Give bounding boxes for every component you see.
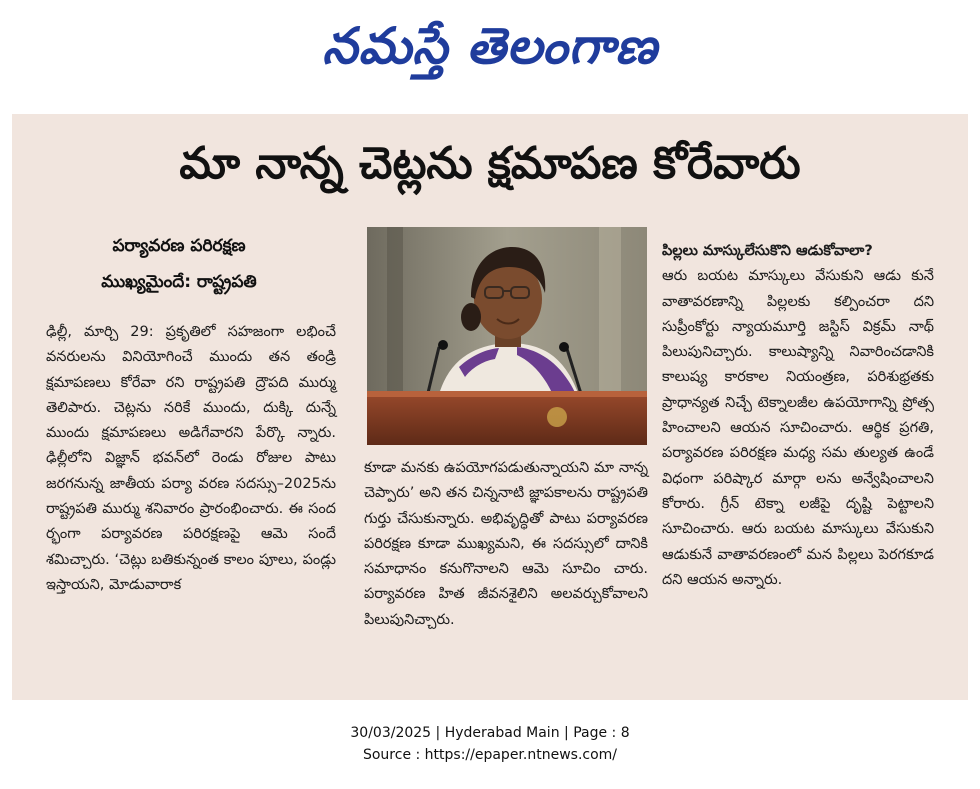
president-speaking-at-podium-icon xyxy=(367,227,647,445)
masthead xyxy=(0,8,980,84)
footer-source: Source : https://epaper.ntnews.com/ xyxy=(362,747,618,763)
article-column-3 xyxy=(662,239,934,593)
subhead-line-1: పర్యావరణ పరిరక్షణ xyxy=(112,236,246,256)
article-headline: మా నాన్న చెట్లను క్షమాపణ కోరేవారు xyxy=(179,138,801,189)
column-3-heading: పిల్లలు మాస్కులేసుకొని ఆడుకోవాలా? xyxy=(662,243,873,259)
article-column-2 xyxy=(364,456,648,633)
masthead-title: నమస్తే తెలంగాణ xyxy=(322,17,658,75)
footer-date-edition: 30/03/2025 | Hyderabad Main | Page : 8 xyxy=(350,725,630,741)
column-1-text: ఢిల్లీ, మార్చి 29: ప్రకృతిలో సహజంగా లభించే వనరులను వినియోగించే ముందు తన తండ్రి క్షమాపణలు కోరేవా రని రాష్ట్రపతి ద్రౌపది ముర్ము తెలిపారు. చెట్లను నరికే ముందు, దుక్కి దున్నే ముందు క్షమాపణలు అడిగేవారని పేర్కొ న్నారు. ఢిల్లీలోని విజ్ఞాన్ భవన్‌లో రెండు రోజుల పాటు జరగనున్న జాతీయ పర్యా వరణ సదస్సు–2025ను రాష్ట్రపతి ముర్ము శనివారం ప్రారంభించారు. ఈ సంద ర్భంగా పర్యావరణ పరిరక్షణపై ఆమె సందే శమిచ్చారు. ‘చెట్లు బతికున్నంత కాలం పూలు, పండ్లు ఇస్తాయని, మోడువారాక xyxy=(46,324,336,593)
column-2-text: కూడా మనకు ఉపయోగపడుతున్నాయని మా నాన్న చెప్పారు’ అని తన చిన్ననాటి జ్ఞాపకాలను రాష్ట్రపతి గుర్తు చేసుకున్నారు. అభివృద్ధితో పాటు పర్యావరణ పరిరక్షణ కూడా ముఖ్యమని, ఈ సదస్సులో దానికి సమాధానం కనుగొనాలని ఆమె సూచిం చారు. పర్యావరణ హిత జీవనశైలిని అలవర్చుకోవాలని పిలుపునిచ్చారు. xyxy=(364,460,648,628)
article-column-1 xyxy=(46,320,336,598)
article-photo xyxy=(367,227,647,445)
article-clipping xyxy=(12,114,968,700)
page-footer xyxy=(0,722,980,766)
subhead-line-2: ముఖ్యమైందే: రాష్ట్రపతి xyxy=(101,272,257,292)
article-subhead xyxy=(34,228,324,300)
column-3-text: ఆరు బయట మాస్కులు వేసుకుని ఆడు కునే వాతావరణాన్ని పిల్లలకు కల్పించరా దని సుప్రీంకోర్టు న్యాయమూర్తి జస్టిస్ విక్రమ్ నాథ్ పిలుపునిచ్చారు. కాలుష్యాన్ని నివారించడానికి కాలుష్య కారకాల నియంత్రణ, పరిశుభ్రతకు ప్రాధాన్యత నిచ్చే టెక్నాలజీల ఉపయోగాన్ని ప్రోత్స హించాలని ఆయన సూచించారు. ఆర్థిక ప్రగతి, పర్యావరణ పరిరక్షణ మధ్య సమ తుల్యత ఉండే విధంగా పరిష్కార మార్గా లను అన్వేషించాలని కోరారు. గ్రీన్ టెక్నా లజీపై దృష్టి పెట్టాలని సూచించారు. ఆరు బయట మాస్కులు వేసుకుని ఆడుకునే వాతావరణంలో మన పిల్లలు పెరగకూడ దని ఆయన అన్నారు. xyxy=(662,268,934,588)
